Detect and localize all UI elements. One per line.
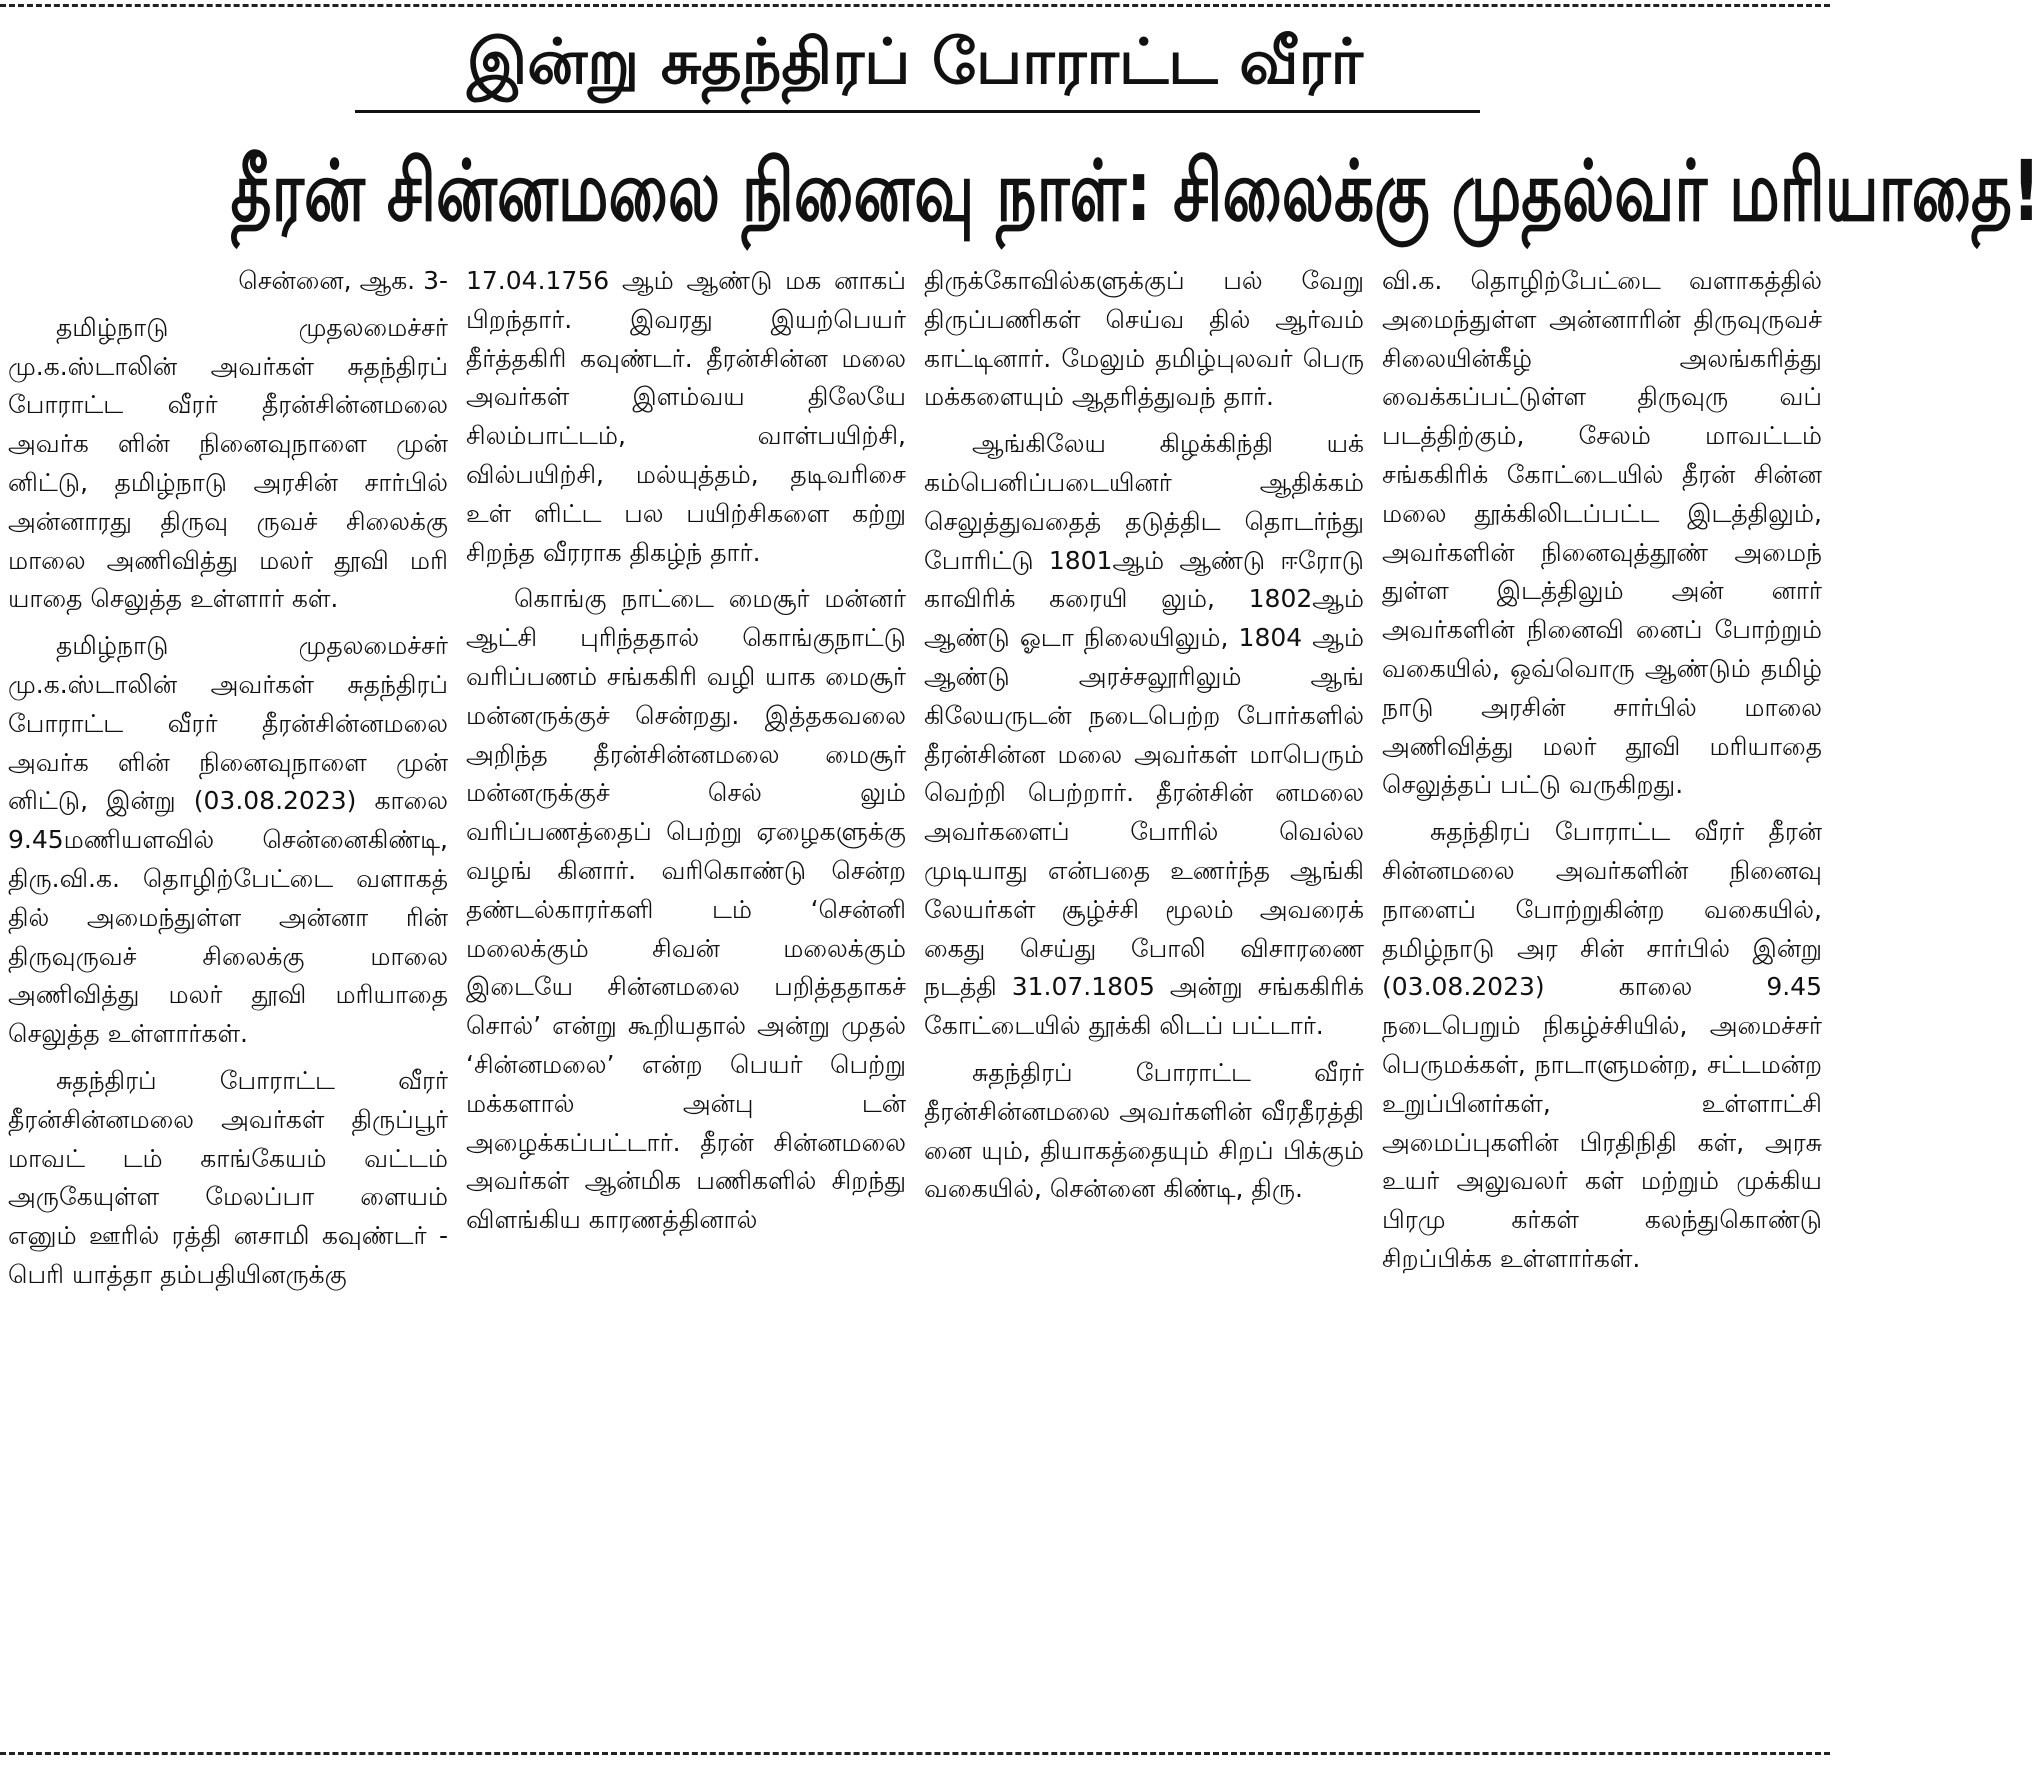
article-columns [8,262,1822,1718]
paragraph: சுதந்திரப் போராட்ட வீரர் தீரன் சின்னமலை அவர்களின் நினைவு நாளைப் போற்றுகின்ற வகையில், தமிழ்நாடு அர சின் சார்பில் இன்று (03.08.2023) காலை 9.45 நடைபெறும் நிகழ்ச்சியில், அமைச்சர் பெருமக்கள், நாடாளுமன்ற, சட்டமன்ற உறுப்பினர்கள், உள்ளாட்சி அமைப்புகளின் பிரதிநிதி கள், அரசு உயர் அலுவலர் கள் மற்றும் முக்கிய பிரமு கர்கள் கலந்துகொண்டு சிறப்பிக்க உள்ளார்கள். [1382,817,1822,1273]
dateline: சென்னை, ஆக. 3- [238,266,448,295]
paragraph: வி.க. தொழிற்பேட்டை வளாகத்தில் அமைந்துள்ள அன்னாரின் திருவுருவச் சிலையின்கீழ் அலங்கரித்து வைக்கப்பட்டுள்ள திருவுரு வப் படத்திற்கும், சேலம் மாவட்டம் சங்ககிரிக் கோட்டையில் தீரன் சின்ன மலை தூக்கிலிடப்பட்ட இடத்திலும், அவர்களின் நினைவுத்தூண் அமைந் துள்ள இடத்திலும் அன் னார் அவர்களின் நினைவி னைப் போற்றும் வகையில், ஒவ்வொரு ஆண்டும் தமிழ் நாடு அரசின் சார்பில் மாலை அணிவித்து மலர் தூவி மரியாதை செலுத்தப் பட்டு வருகிறது. [1382,266,1822,800]
article-column-4 [1382,262,1822,1718]
paragraph: சுதந்திரப் போராட்ட வீரர் தீரன்சின்னமலை அவர்கள் திருப்பூர் மாவட் டம் காங்கேயம் வட்டம் அருகேயுள்ள மேலப்பா ளையம் எனும் ஊரில் ரத்தி னசாமி கவுண்டர் - பெரி யாத்தா தம்பதியினருக்கு [8,1065,448,1289]
paragraph: தமிழ்நாடு முதலமைச்சர் மு.க.ஸ்டாலின் அவர்கள் சுதந்திரப் போராட்ட வீரர் தீரன்சின்னமலை அவர்க ளின் நினைவுநாளை முன் னிட்டு, இன்று (03.08.2023) காலை 9.45மணியளவில் சென்னைகிண்டி, திரு.வி.க. தொழிற்பேட்டை வளாகத் தில் அமைந்துள்ள அன்னா ரின் திருவுருவச் சிலைக்கு மாலை அணிவித்து மலர் தூவி மரியாதை செலுத்த உள்ளார்கள். [8,631,448,1049]
paragraph: திருக்கோவில்களுக்குப் பல் வேறு திருப்பணிகள் செய்வ தில் ஆர்வம் காட்டினார். மேலும் தமிழ்புலவர் பெரு மக்களையும் ஆதரித்துவந் தார். [924,266,1364,412]
kicker-heading: இன்று சுதந்திரப் போராட்ட வீரர் [466,25,1363,98]
paragraph: ஆங்கிலேய கிழக்கிந்தி யக் கம்பெனிப்படையினர் ஆதிக்கம் செலுத்துவதைத் தடுத்திட தொடர்ந்து போரிட்டு 1801ஆம் ஆண்டு ஈரோடு காவிரிக் கரையி லும், 1802ஆம் ஆண்டு ஓடா நிலையிலும், 1804 ஆம் ஆண்டு அரச்சலூரிலும் ஆங் கிலேயருடன் நடைபெற்ற போர்களில் தீரன்சின்ன மலை அவர்கள் மாபெரும் வெற்றி பெற்றார். தீரன்சின் னமலை அவர்களைப் போரில் வெல்ல முடியாது என்பதை உணர்ந்த ஆங்கி லேயர்கள் சூழ்ச்சி மூலம் அவரைக் கைது செய்து போலி விசாரணை நடத்தி 31.07.1805 அன்று சங்ககிரிக் கோட்டையில் தூக்கி லிடப் பட்டார். [924,429,1364,1041]
top-dashed-rule [0,4,1830,7]
article-column-2 [466,262,906,1718]
main-headline: தீரன் சின்னமலை நினைவு நாள்: சிலைக்கு முதல்வர் மரியாதை! [230,142,2041,240]
paragraph: 17.04.1756 ஆம் ஆண்டு மக னாகப் பிறந்தார். இவரது இயற்பெயர் தீர்த்தகிரி கவுண்டர். தீரன்சின்ன மலை அவர்கள் இளம்வய திலேயே சிலம்பாட்டம், வாள்பயிற்சி, வில்பயிற்சி, மல்யுத்தம், தடிவரிசை உள் ளிட்ட பல பயிற்சிகளை கற்று சிறந்த வீரராக திகழ்ந் தார். [466,266,906,567]
article-column-1 [8,262,448,1718]
article-column-3 [924,262,1364,1718]
bottom-dashed-rule [0,1752,1830,1755]
paragraph: சுதந்திரப் போராட்ட வீரர் தீரன்சின்னமலை அவர்களின் வீரதீரத்தி னை யும், தியாகத்தையும் சிறப் பிக்கும் வகையில், சென்னை கிண்டி, திரு. [924,1057,1364,1204]
kicker-underline [355,110,1480,113]
paragraph: தமிழ்நாடு முதலமைச்சர் மு.க.ஸ்டாலின் அவர்கள் சுதந்திரப் போராட்ட வீரர் தீரன்சின்னமலை அவர்க ளின் நினைவுநாளை முன் னிட்டு, தமிழ்நாடு அரசின் சார்பில் அன்னாரது திருவு ருவச் சிலைக்கு மாலை அணிவித்து மலர் தூவி மரி யாதை செலுத்த உள்ளார் கள். [8,312,448,614]
paragraph: கொங்கு நாட்டை மைசூர் மன்னர் ஆட்சி புரிந்ததால் கொங்குநாட்டு வரிப்பணம் சங்ககிரி வழி யாக மைசூர் மன்னருக்குச் சென்றது. இத்தகவலை அறிந்த தீரன்சின்னமலை மைசூர் மன்னருக்குச் செல் லும் வரிப்பணத்தைப் பெற்று ஏழைகளுக்கு வழங் கினார். வரிகொண்டு சென்ற தண்டல்காரர்களி டம் ‘சென்னி மலைக்கும் சிவன் மலைக்கும் இடையே சின்னமலை பறித்ததாகச் சொல்’ என்று கூறியதால் அன்று முதல் ‘சின்னமலை’ என்ற பெயர் பெற்று மக்களால் அன்பு டன் அழைக்கப்பட்டார். தீரன் சின்னமலை அவர்கள் ஆன்மிக பணிகளில் சிறந்து விளங்கிய காரணத்தினால் [466,584,906,1235]
